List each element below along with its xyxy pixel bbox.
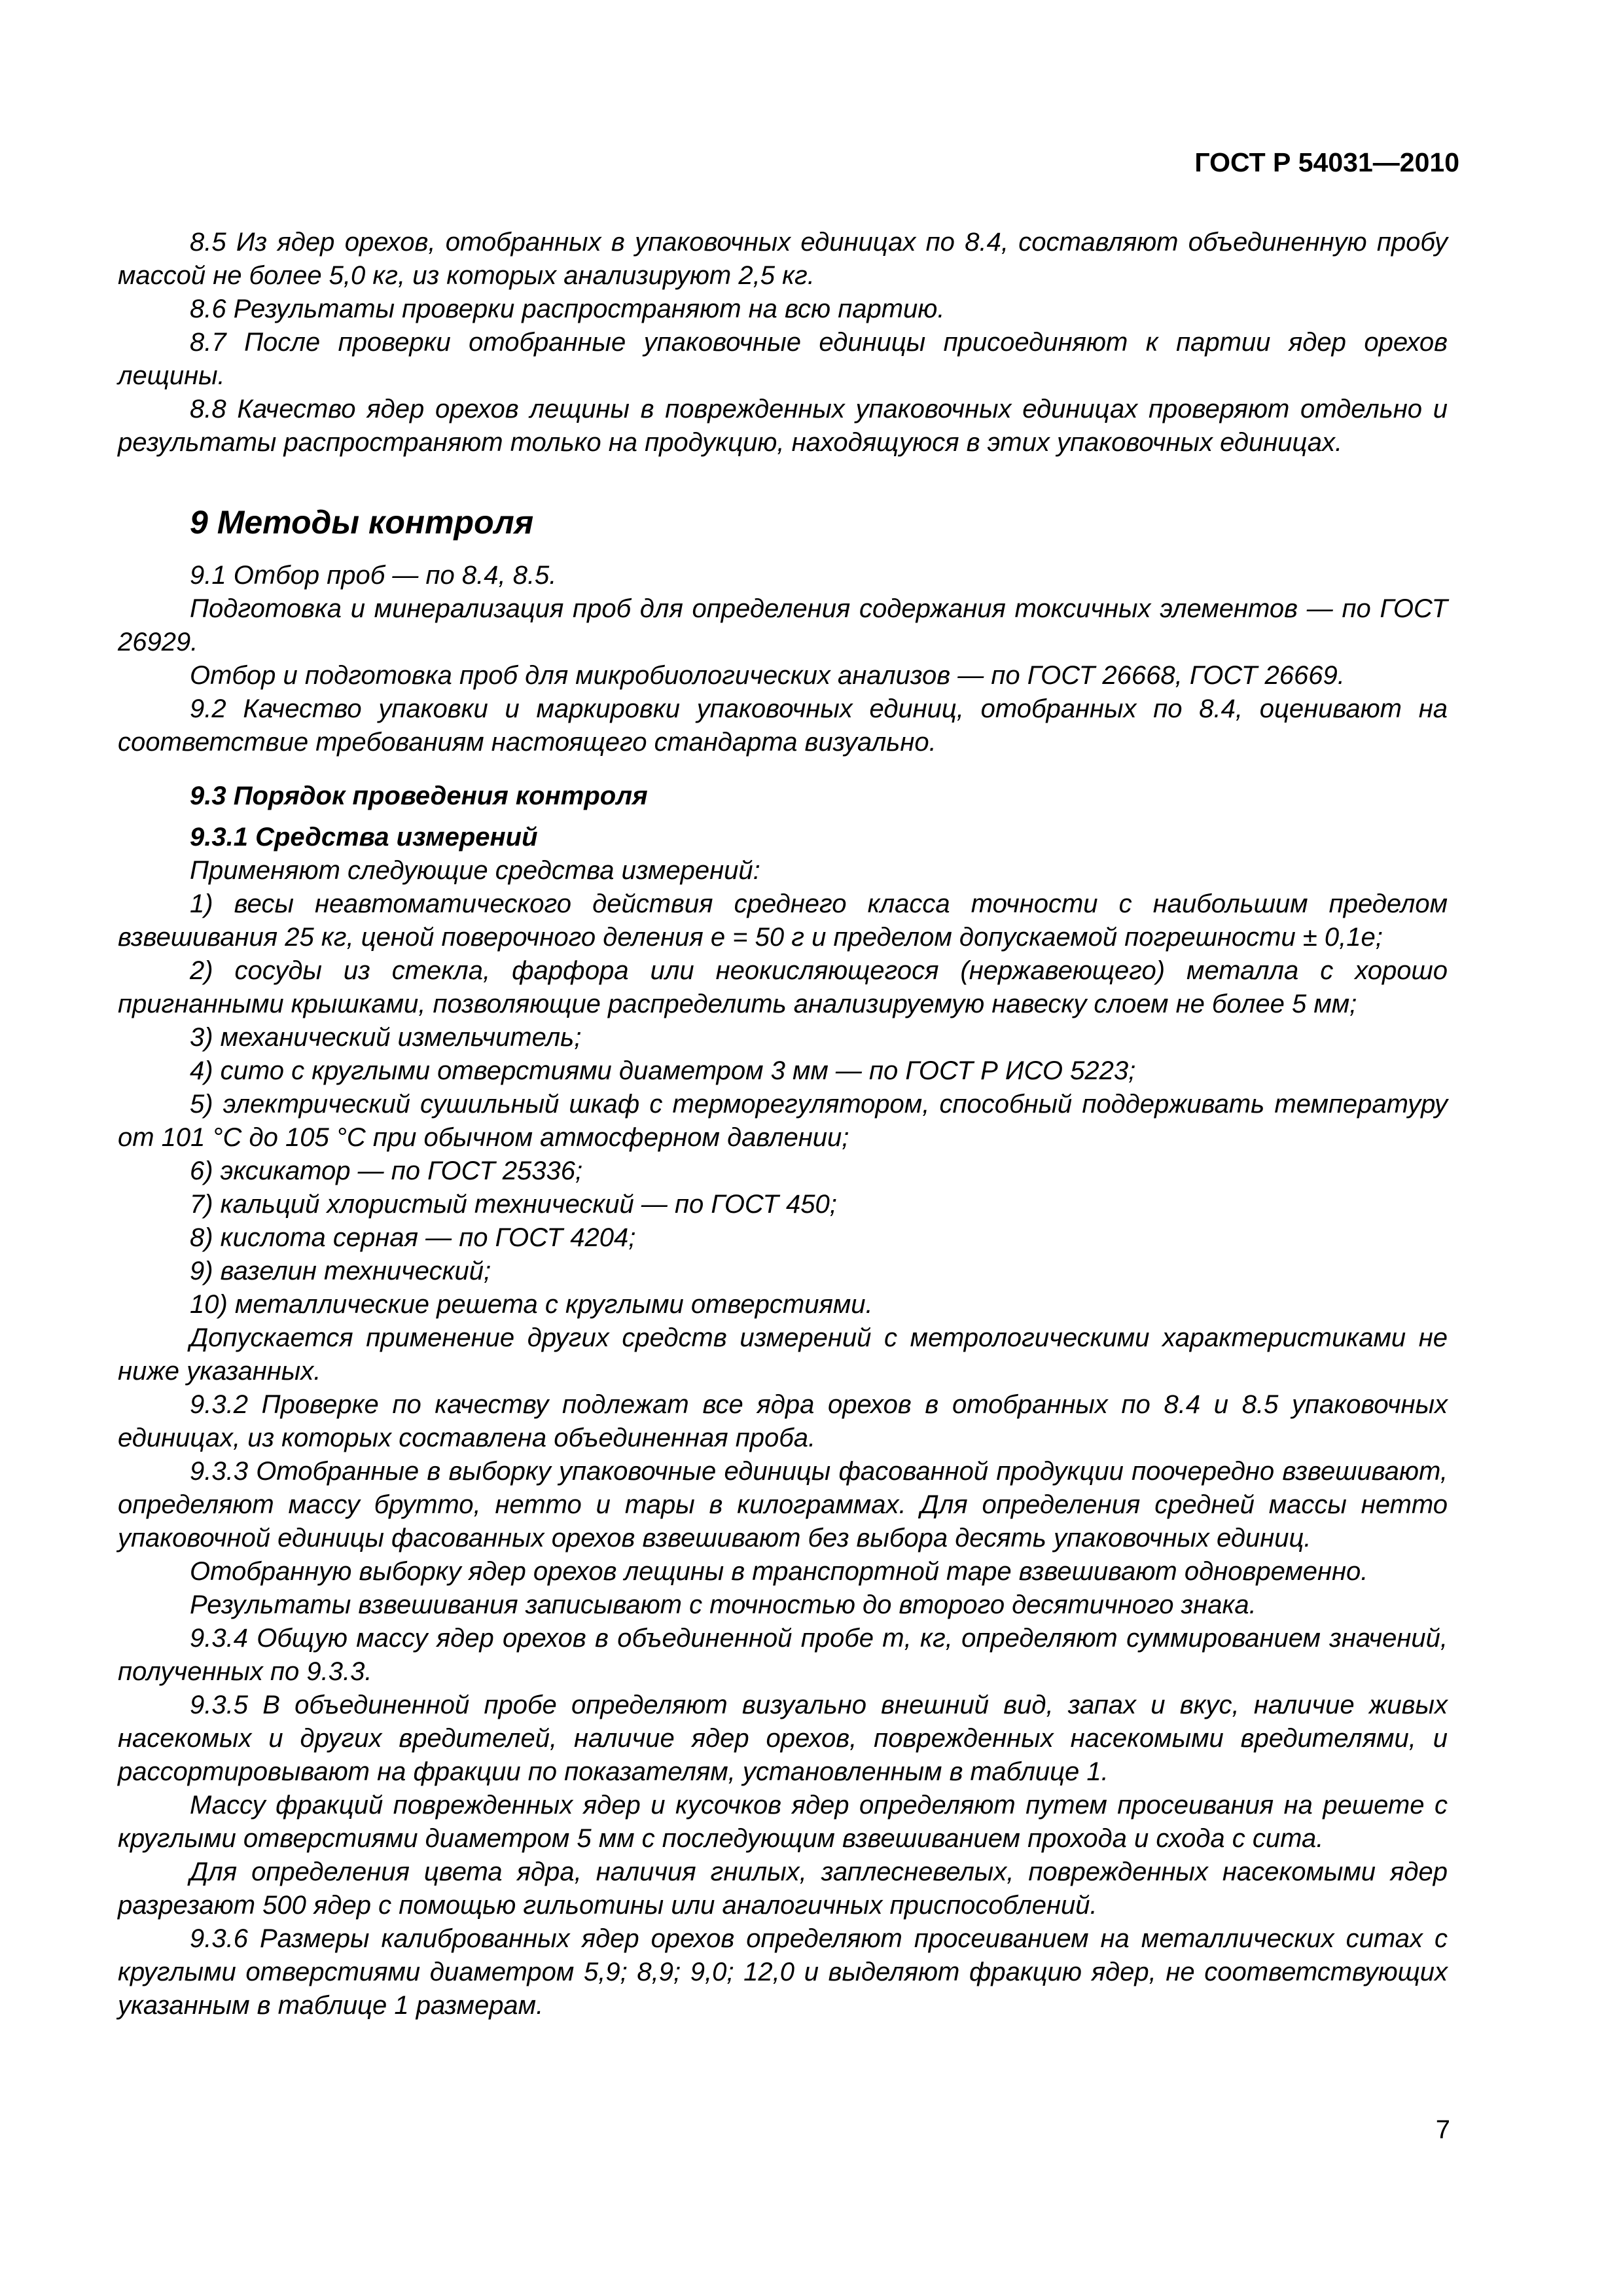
- paragraph-9-1-microbiology: Отбор и подготовка проб для микробиологических анализов — по ГОСТ 26668, ГОСТ 26669.: [190, 661, 1345, 690]
- subsection-heading-9-3: 9.3 Порядок проведения контроля: [190, 781, 648, 810]
- list-item-10: 10) металлические решета с круглыми отверстиями.: [190, 1290, 873, 1319]
- list-item-1: 1) весы неавтоматического действия среднего класса точности с наибольшим пределом взвешивания 25 кг, ценой поверочного деления e = 50 г и пределом допускаемой погрешности ± 0,1e;: [118, 889, 1448, 952]
- paragraph-9-1-preparation: Подготовка и минерализация проб для определения содержания токсичных элементов — по ГОСТ 26929.: [118, 594, 1448, 656]
- paragraph-alternatives: Допускается применение других средств измерений с метрологическими характеристиками не ниже указанных.: [118, 1323, 1448, 1386]
- list-item-3: 3) механический измельчитель;: [190, 1023, 582, 1052]
- paragraph-9-3-5-color: Для определения цвета ядра, наличия гнилых, заплесневелых, поврежденных насекомыми ядер разрезают 500 ядер с помощью гильотины или аналогичных приспособлений.: [118, 1857, 1448, 1920]
- paragraph-9-3-2: 9.3.2 Проверке по качеству подлежат все ядра орехов в отобранных по 8.4 и 8.5 упаковочных единицах, из которых составлена объединенная проба.: [118, 1390, 1448, 1452]
- paragraph-9-3-5: 9.3.5 В объединенной пробе определяют визуально внешний вид, запах и вкус, наличие живых насекомых и других вредителей, наличие ядер орехов, поврежденных насекомыми вредителями, и рассортировывают на фракции по показателям, установленным в таблице 1.: [118, 1691, 1448, 1786]
- page-number: 7: [1435, 2115, 1450, 2144]
- document-header: ГОСТ Р 54031—2010: [1194, 147, 1459, 177]
- paragraph-9-3-5-fractions: Массу фракций поврежденных ядер и кусочков ядер определяют путем просеивания на решете с круглыми отверстиями диаметром 5 мм с последующим взвешиванием прохода и схода с сита.: [118, 1791, 1448, 1853]
- section-heading-9: 9 Методы контроля: [190, 504, 534, 541]
- paragraph-9-3-3-results: Результаты взвешивания записывают с точностью до второго десятичного знака.: [190, 1590, 1257, 1619]
- paragraph-8-5: 8.5 Из ядер орехов, отобранных в упаковочных единицах по 8.4, составляют объединенную пробу массой не более 5,0 кг, из которых анализируют 2,5 кг.: [118, 228, 1448, 290]
- paragraph-9-1: 9.1 Отбор проб — по 8.4, 8.5.: [190, 561, 557, 590]
- paragraph-8-8: 8.8 Качество ядер орехов лещины в поврежденных упаковочных единицах проверяют отдельно и результаты распространяют только на продукцию, находящуюся в этих упаковочных единицах.: [118, 395, 1448, 457]
- list-item-8: 8) кислота серная — по ГОСТ 4204;: [190, 1223, 636, 1252]
- document-body: [118, 226, 1448, 2022]
- list-item-6: 6) эксикатор — по ГОСТ 25336;: [190, 1157, 583, 1185]
- paragraph-8-7: 8.7 После проверки отобранные упаковочные единицы присоединяют к партии ядер орехов лещины.: [118, 328, 1448, 390]
- list-item-9: 9) вазелин технический;: [190, 1257, 491, 1285]
- list-item-7: 7) кальций хлористый технический — по ГОСТ 450;: [190, 1190, 837, 1219]
- subsection-heading-9-3-1: 9.3.1 Средства измерений: [190, 823, 538, 852]
- list-item-5: 5) электрический сушильный шкаф с терморегулятором, способный поддерживать температуру от 101 °С до 105 °С при обычном атмосферном давлении;: [118, 1090, 1448, 1152]
- paragraph-9-3-3-transport: Отобранную выборку ядер орехов лещины в транспортной таре взвешивают одновременно.: [190, 1557, 1368, 1586]
- paragraph-instruments-intro: Применяют следующие средства измерений:: [190, 856, 760, 885]
- paragraph-9-3-4: 9.3.4 Общую массу ядер орехов в объединенной пробе m, кг, определяют суммированием значений, полученных по 9.3.3.: [118, 1624, 1448, 1686]
- list-item-4: 4) сито с круглыми отверстиями диаметром 3 мм — по ГОСТ Р ИСО 5223;: [190, 1056, 1136, 1085]
- paragraph-9-2: 9.2 Качество упаковки и маркировки упаковочных единиц, отобранных по 8.4, оценивают на соответствие требованиям настоящего стандарта визуально.: [118, 694, 1448, 757]
- paragraph-8-6: 8.6 Результаты проверки распространяют на всю партию.: [190, 295, 945, 323]
- paragraph-9-3-3: 9.3.3 Отобранные в выборку упаковочные единицы фасованной продукции поочередно взвешивают, определяют массу брутто, нетто и тары в килограммах. Для определения средней массы нетто упаковочной единицы фасованных орехов взвешивают без выбора десять упаковочных единиц.: [118, 1457, 1448, 1552]
- list-item-2: 2) сосуды из стекла, фарфора или неокисляющегося (нержавеющего) металла с хорошо пригнанными крышками, позволяющие распределить анализируемую навеску слоем не более 5 мм;: [118, 956, 1448, 1018]
- paragraph-9-3-6: 9.3.6 Размеры калиброванных ядер орехов определяют просеиванием на металлических ситах с круглыми отверстиями диаметром 5,9; 8,9; 9,0; 12,0 и выделяют фракцию ядер, не соответствующих указанным в таблице 1 размерам.: [118, 1924, 1448, 2020]
